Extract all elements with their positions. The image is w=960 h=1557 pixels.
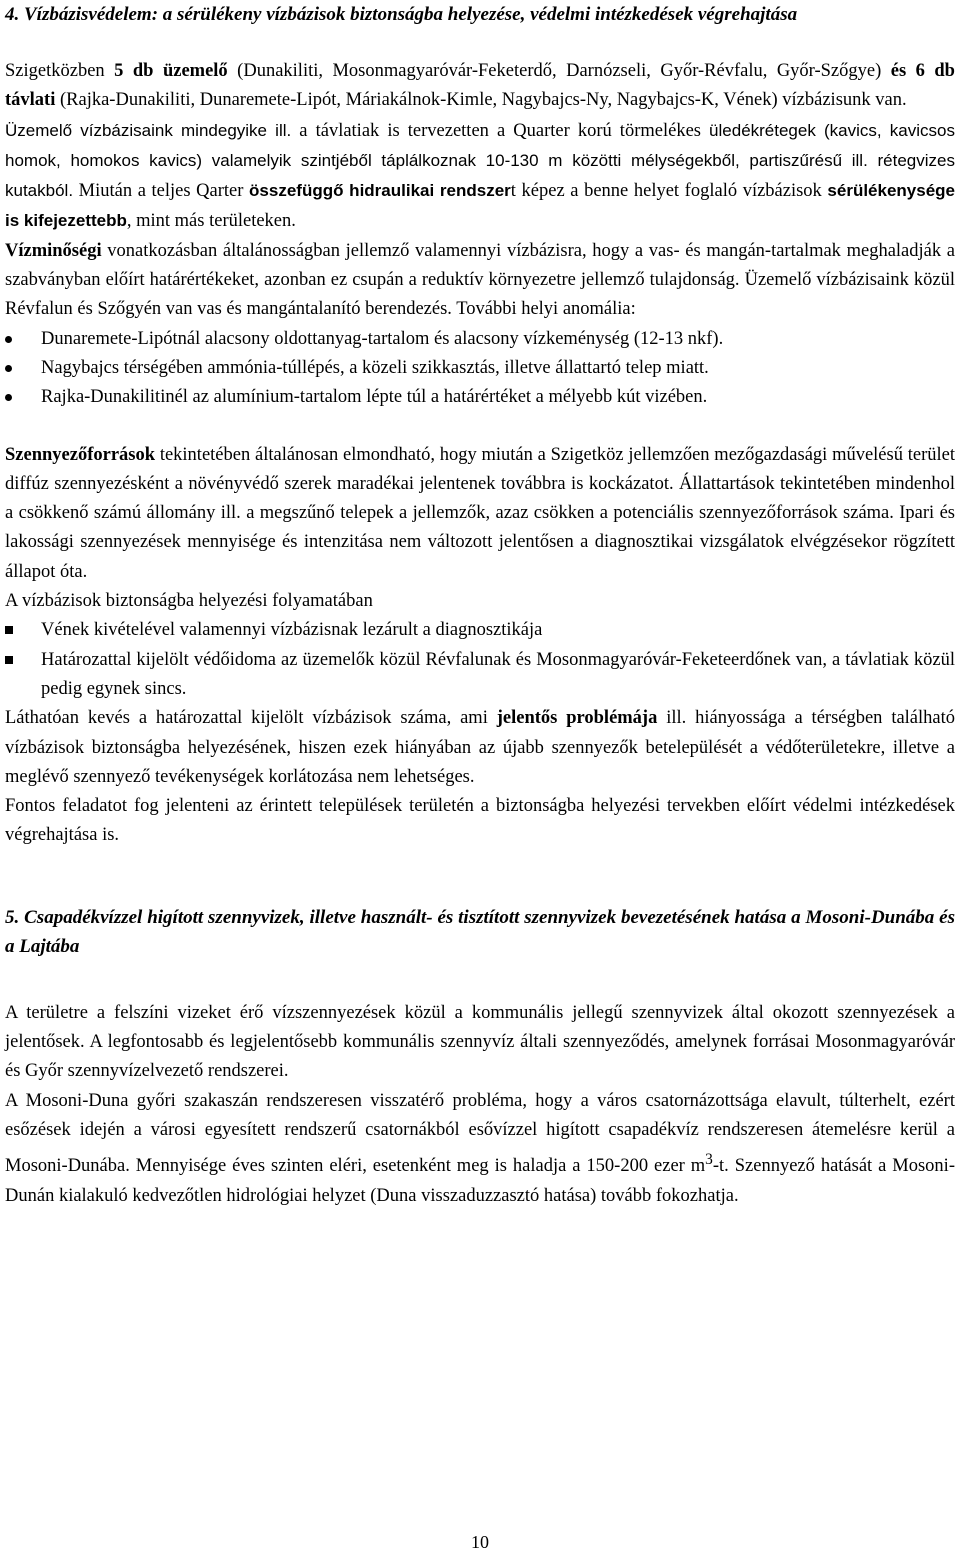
section-4-title: 4. Vízbázisvédelem: a sérülékeny vízbázisok biztonságba helyezése, védelmi intézkedések végrehajtása xyxy=(5,4,798,25)
bullet-icon xyxy=(5,336,12,343)
page-number: 10 xyxy=(471,1532,489,1552)
document-page xyxy=(5,0,955,1211)
section-4-paragraph-4: Szennyezőforrások tekintetében általánosan elmondható, hogy miután a Szigetköz jellemzően mezőgazdasági művelésű terület diffúz szennyezésként a növényvédő szerek maradékai jelentenek továbbra is kockázatot. Állattartások tekintetében mindenhol a csökkenő számú állomány ill. a megszűnő telepek a jellemzők, azaz csökken a potenciális szennyezőforrások száma. Ipari és lakossági szennyezések mennyisége és intenzitása nem változott jelentősen a diagnosztikai vizsgálatok elvégzésekor rögzített állapot óta. xyxy=(5,444,955,582)
section-4-paragraph-1: Szigetközben 5 db üzemelő (Dunakiliti, Mosonmagyaróvár-Feketerdő, Darnózseli, Győr-Révfalu, Győr-Szőgye) és 6 db távlati (Rajka-Dunakiliti, Dunaremete-Lipót, Máriakálnok-Kimle, Nagybajcs-Ny, Nagybajcs-K, Vének) vízbázisunk van. xyxy=(5,61,955,111)
anomaly-bullet-list xyxy=(5,325,955,413)
section-5-paragraph-1: A területre a felszíni vizeket érő vízszennyezések közül a kommunális jellegű szennyvizek által okozott szennyezések a jelentősek. A legfontosabb és legjelentősebb kommunális szennyvíz általi szennyeződés, amelynek forrásai Mosonmagyaróvár és Győr szennyvízelvezető rendszerei. xyxy=(5,1002,955,1082)
list-item: Dunaremete-Lipótnál alacsony oldottanyag-tartalom és alacsony vízkeménység (12-13 nkf). xyxy=(5,325,955,354)
square-bullet-icon xyxy=(5,626,13,634)
bullet-icon xyxy=(5,394,12,401)
list-item: Határozattal kijelölt védőidoma az üzemelők közül Révfalunak és Mosonmagyaróvár-Feketeerdőnek van, a távlatiak közül pedig egynek sincs. xyxy=(5,646,955,705)
bullet-icon xyxy=(5,365,12,372)
list-item: Rajka-Dunakilitinél az alumínium-tartalom lépte túl a határértéket a mélyebb kút vizében. xyxy=(5,383,955,412)
list-item: Vének kivételével valamennyi vízbázisnak lezárult a diagnosztikája xyxy=(5,616,955,645)
status-square-list xyxy=(5,616,955,704)
section-4-paragraph-5: A vízbázisok biztonságba helyezési folyamatában xyxy=(5,591,373,612)
section-4-paragraph-3: Vízminőségi vonatkozásban általánosságban jellemző valamennyi vízbázisra, hogy a vas- és mangán-tartalmak meghaladják a szabványban előírt határértékeket, azonban ez csupán a reduktív környezetre jellemző tulajdonság. Üzemelő vízbázisaink közül Révfalun és Szőgyén van vas és mangántalanító berendezés. További helyi anomália: xyxy=(5,240,955,320)
section-4-paragraph-2: Üzemelő vízbázisaink mindegyike ill. a távlatiak is tervezetten a Quarter korú törmelékes üledékrétegek (kavics, kavicsos homok, homokos kavics) valamelyik szintjéből táplálkoznak 10-130 m közötti mélységekből, partiszűrésű ill. rétegvizes kutakból. Miután a teljes Qarter összefüggő hidraulikai rendszert képez a benne helyet foglaló vízbázisok sérülékenysége is kifejezettebb, mint más területeken. xyxy=(5,120,956,232)
section-4-paragraph-6: Láthatóan kevés a határozattal kijelölt vízbázisok száma, ami jelentős problémája ill. hiányossága a térségben található vízbázisok biztonságba helyezésének, hiszen ezek hiányában az újabb szennyezők betelepülését a védőterületekre, illetve a meglévő szennyező tevékenységek korlátozása nem lehetséges. xyxy=(5,708,956,787)
section-4-paragraph-7: Fontos feladatot fog jelenteni az érintett települések területén a biztonságba helyezési tervekben előírt védelmi intézkedések végrehajtása is. xyxy=(5,796,955,846)
section-5-title: 5. Csapadékvízzel higított szennyvizek, illetve használt- és tisztított szennyvizek bevezetésének hatása a Mosoni-Dunába és a Lajtába xyxy=(5,906,955,957)
section-5-paragraph-2: A Mosoni-Duna győri szakaszán rendszeresen visszatérő probléma, hogy a város csatornázottsága elavult, túlterhelt, ezért esőzések idején a városi egyesített rendszerű csatornákból esővízzel higított csapadékvíz rendszeresen átemelésre kerül a Mosoni-Dunába. Mennyisége éves szinten eléri, esetenként meg is haladja a 150-200 ezer $m^3-t$. Szennyező hatását a Mosoni-Dunán kialakuló kedvezőtlen hidrológiai helyzet (Duna visszaduzzasztó hatása) tovább fokozhatja. xyxy=(5,1090,955,1206)
list-item: Nagybajcs térségében ammónia-túllépés, a közeli szikkasztás, illetve állattartó telep miatt. xyxy=(5,354,955,383)
square-bullet-icon xyxy=(5,656,13,664)
